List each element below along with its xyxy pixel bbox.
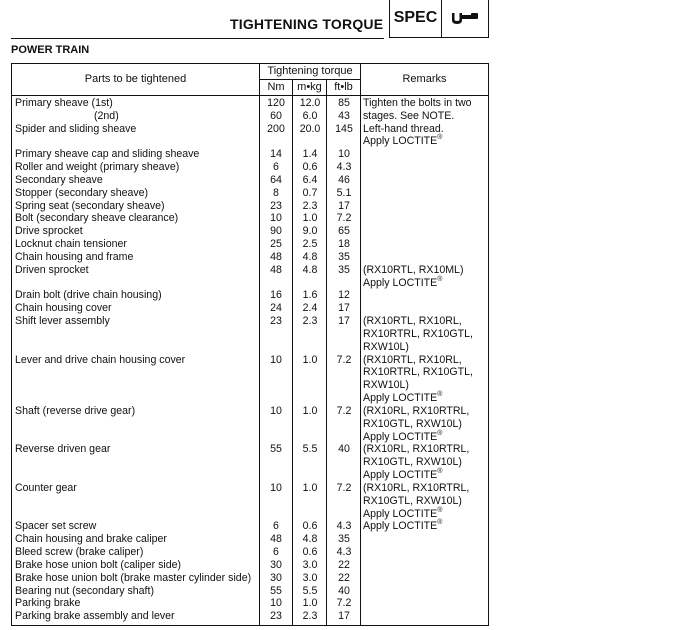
torque-ftlb: 4.3 (336, 520, 352, 533)
torque-nm: 24 (270, 302, 282, 315)
torque-nm: 60 (270, 109, 282, 122)
torque-ftlb: 145 (335, 122, 353, 135)
part-name: Spacer set screw (15, 520, 97, 533)
torque-nm: 16 (270, 289, 282, 302)
registered-mark: ® (437, 506, 443, 514)
remark-line: Apply LOCTITE® (363, 519, 443, 533)
torque-nm: 120 (267, 97, 285, 109)
torque-mkg: 6.0 (302, 109, 318, 122)
page-title: TIGHTENING TORQUE (230, 16, 384, 32)
part-name: Parking brake (15, 597, 81, 610)
header-bottom-rule (12, 95, 488, 96)
torque-mkg: 2.3 (302, 610, 318, 623)
part-name: Chain housing and brake caliper (15, 533, 167, 546)
torque-mkg: 5.5 (302, 584, 318, 597)
torque-nm: 25 (270, 238, 282, 251)
part-name: Stopper (secondary sheave) (15, 186, 149, 199)
remark-line: (RX10RL, RX10RTRL, (363, 481, 470, 494)
torque-nm: 23 (270, 610, 282, 623)
torque-ftlb: 22 (338, 571, 350, 584)
torque-nm: 23 (270, 315, 282, 328)
part-name: Driven sprocket (15, 263, 89, 276)
remark-line: RXW10L) (363, 340, 409, 353)
torque-nm: 10 (270, 597, 282, 610)
torque-nm: 6 (273, 161, 279, 174)
torque-ftlb: 17 (338, 610, 350, 623)
torque-ftlb: 85 (338, 97, 350, 109)
remark-line: RX10RTRL, RX10GTL, (363, 327, 473, 340)
torque-ftlb: 40 (338, 584, 350, 597)
remark-line: Apply LOCTITE® (363, 391, 443, 405)
part-name: Brake hose union bolt (brake master cylinder side) (15, 571, 252, 584)
torque-mkg: 4.8 (302, 250, 318, 263)
torque-ftlb: 12 (338, 289, 350, 302)
remark-line: (RX10RTL, RX10ML) (363, 263, 464, 276)
torque-ftlb: 17 (338, 315, 350, 328)
torque-ftlb: 7.2 (336, 597, 352, 610)
torque-ftlb: 40 (338, 443, 350, 456)
torque-mkg: 0.6 (302, 161, 318, 174)
remark-line: RX10GTL, RXW10L) (363, 456, 462, 469)
remark-line: Apply LOCTITE® (363, 429, 443, 443)
torque-mkg: 2.3 (302, 199, 318, 212)
torque-mkg: 1.0 (302, 404, 318, 417)
part-name: Bleed screw (brake caliper) (15, 546, 144, 559)
remark-line: (RX10RL, RX10RTRL, (363, 443, 470, 456)
part-name: Counter gear (15, 481, 77, 494)
remark-line: Tighten the bolts in two (363, 97, 472, 109)
torque-mkg: 1.0 (302, 212, 318, 225)
part-name: Locknut chain tensioner (15, 238, 127, 251)
torque-ftlb: 35 (338, 250, 350, 263)
header-remarks: Remarks (402, 73, 447, 85)
part-name: Roller and weight (primary sheave) (15, 161, 180, 174)
registered-mark: ® (437, 275, 443, 283)
torque-mkg: 4.8 (302, 263, 318, 276)
spec-badge (389, 0, 489, 38)
torque-nm: 200 (267, 122, 285, 135)
part-name: Chain housing and frame (15, 250, 134, 263)
torque-ftlb: 5.1 (336, 186, 352, 199)
torque-mkg: 12.0 (299, 97, 321, 109)
part-name: Drain bolt (drive chain housing) (15, 289, 162, 302)
registered-mark: ® (437, 468, 443, 476)
torque-nm: 23 (270, 199, 282, 212)
torque-mkg: 3.0 (302, 558, 318, 571)
part-name: Shaft (reverse drive gear) (15, 404, 136, 417)
torque-mkg: 4.8 (302, 533, 318, 546)
torque-nm: 10 (270, 353, 282, 366)
torque-ftlb: 7.2 (336, 353, 352, 366)
header-torque-group: Tightening torque (267, 65, 353, 77)
remark-line: (RX10RTL, RX10RL, (363, 315, 462, 328)
header-parts: Parts to be tightened (84, 73, 187, 85)
torque-nm: 8 (273, 186, 279, 199)
part-name: Parking brake assembly and lever (15, 610, 175, 623)
part-name: Spring seat (secondary sheave) (15, 199, 165, 212)
torque-nm: 10 (270, 481, 282, 494)
part-name: Lever and drive chain housing cover (15, 353, 186, 366)
torque-mkg: 2.4 (302, 302, 318, 315)
remark-line: Apply LOCTITE® (363, 506, 443, 520)
torque-nm: 90 (270, 225, 282, 238)
part-name: Primary sheave (1st) (15, 97, 113, 109)
remark-line: RX10GTL, RXW10L) (363, 494, 462, 507)
torque-nm: 6 (273, 546, 279, 559)
torque-mkg: 1.0 (302, 597, 318, 610)
remark-line: Apply LOCTITE® (363, 134, 443, 148)
torque-nm: 6 (273, 520, 279, 533)
torque-ftlb: 7.2 (336, 481, 352, 494)
remark-line: (RX10RTL, RX10RL, (363, 353, 462, 366)
torque-ftlb: 4.3 (336, 161, 352, 174)
torque-mkg: 6.4 (302, 173, 318, 186)
part-name: Shift lever assembly (15, 315, 110, 328)
torque-nm: 10 (270, 212, 282, 225)
remark-line: stages. See NOTE. (363, 109, 455, 122)
torque-mkg: 20.0 (299, 122, 321, 135)
torque-mkg: 1.4 (302, 148, 318, 161)
torque-ftlb: 18 (338, 238, 350, 251)
torque-nm: 55 (270, 443, 282, 456)
torque-mkg: 1.0 (302, 481, 318, 494)
remark-line: RX10RTRL, RX10GTL, (363, 366, 473, 379)
header-nm: Nm (267, 81, 285, 93)
torque-mkg: 0.6 (302, 546, 318, 559)
section-title: POWER TRAIN (11, 44, 90, 56)
part-name: Brake hose union bolt (caliper side) (15, 558, 182, 571)
part-name: Bearing nut (secondary shaft) (15, 584, 154, 597)
torque-mkg: 2.3 (302, 315, 318, 328)
torque-nm: 64 (270, 173, 282, 186)
part-name: Chain housing cover (15, 302, 112, 315)
part-name: Secondary sheave (15, 173, 103, 186)
torque-nm: 48 (270, 263, 282, 276)
remark-line: RX10GTL, RXW10L) (363, 417, 462, 430)
part-name: Drive sprocket (15, 225, 83, 238)
remark-line: (RX10RL, RX10RTRL, (363, 404, 470, 417)
part-name: Primary sheave cap and sliding sheave (15, 148, 200, 161)
torque-ftlb: 7.2 (336, 404, 352, 417)
registered-mark: ® (437, 519, 443, 527)
part-name: Reverse driven gear (15, 443, 111, 456)
torque-group-rule (259, 79, 360, 80)
part-name: Bolt (secondary sheave clearance) (15, 212, 179, 225)
registered-mark: ® (437, 429, 443, 437)
remark-line: Apply LOCTITE® (363, 468, 443, 482)
torque-mkg: 9.0 (302, 225, 318, 238)
torque-ftlb: 17 (338, 199, 350, 212)
torque-table (11, 63, 489, 626)
torque-ftlb: 10 (338, 148, 350, 161)
torque-mkg: 3.0 (302, 571, 318, 584)
part-name: (2nd) (94, 109, 119, 122)
header-mkg: m•kg (297, 81, 322, 93)
torque-mkg: 1.0 (302, 353, 318, 366)
torque-ftlb: 7.2 (336, 212, 352, 225)
header-ftlb: ft•lb (334, 81, 353, 93)
torque-nm: 55 (270, 584, 282, 597)
remark-line: Apply LOCTITE® (363, 275, 443, 289)
torque-ftlb: 35 (338, 263, 350, 276)
part-name: Spider and sliding sheave (15, 122, 137, 135)
torque-nm: 30 (270, 571, 282, 584)
title-underline (11, 38, 384, 39)
spec-label: SPEC (390, 0, 442, 37)
torque-mkg: 5.5 (302, 443, 318, 456)
torque-nm: 48 (270, 533, 282, 546)
torque-ftlb: 65 (338, 225, 350, 238)
torque-ftlb: 22 (338, 558, 350, 571)
remark-line: Left-hand thread. (363, 122, 444, 135)
torque-nm: 30 (270, 558, 282, 571)
torque-mkg: 0.7 (302, 186, 318, 199)
torque-ftlb: 46 (338, 173, 350, 186)
torque-ftlb: 43 (338, 109, 350, 122)
torque-nm: 14 (270, 148, 282, 161)
torque-mkg: 0.6 (302, 520, 318, 533)
torque-mkg: 2.5 (302, 238, 318, 251)
torque-ftlb: 35 (338, 533, 350, 546)
torque-nm: 48 (270, 250, 282, 263)
torque-ftlb: 4.3 (336, 546, 352, 559)
registered-mark: ® (437, 391, 443, 399)
torque-ftlb: 17 (338, 302, 350, 315)
remark-line: RXW10L) (363, 379, 409, 392)
torque-nm: 10 (270, 404, 282, 417)
registered-mark: ® (437, 134, 443, 142)
torque-wrench-icon (442, 0, 488, 37)
torque-mkg: 1.6 (302, 289, 318, 302)
